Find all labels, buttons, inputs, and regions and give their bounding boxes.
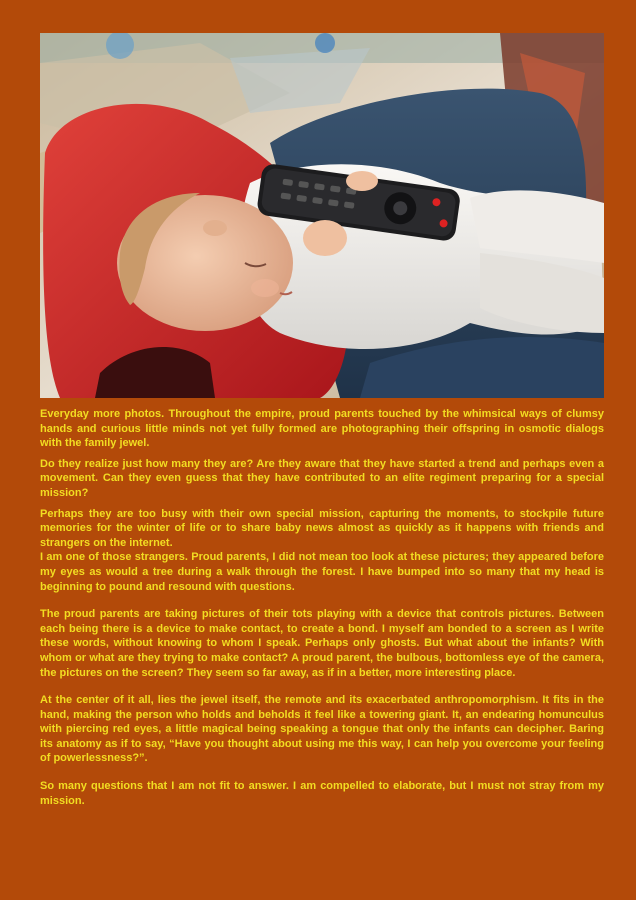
article-paragraph: Do they realize just how many they are? Are they aware that they have started a trend and perhaps even a movement. Can they even guess that they have contributed to an elite regiment preparing for a special mission? — [40, 457, 604, 499]
baby-with-remote-photo — [40, 33, 604, 398]
article-text — [40, 407, 604, 808]
article-paragraph: The proud parents are taking pictures of their tots playing with a device that controls pictures. Between each being there is a device to make contact, to create a bond. I myself am bonded to a screen as I write these words, without knowing to whom I speak. Perhaps only ghosts. But what about the infants? With whom or what are they trying to make contact? A proud parent, the bulbous, bottomless eye of the camera, the pictures on the screen? They seem so far away, as if in a better, more interesting place. — [40, 608, 604, 679]
article-paragraph: Perhaps they are too busy with their own special mission, capturing the moments, to stockpile future memories for the winter of life or to share baby news almost as quickly as it happens with friends and strangers on the internet. — [40, 507, 604, 549]
article-paragraph: I am one of those strangers. Proud parents, I did not mean too look at these pictures; they appeared before my eyes as would a tree during a walk through the forest. I have bumped into so many that my head is beginning to pound and resound with questions. — [40, 551, 604, 593]
article-paragraph: At the center of it all, lies the jewel itself, the remote and its exacerbated anthropomorphism. It fits in the hand, making the person who holds and beholds it feel like a towering giant. It, an endearing homunculus with piercing red eyes, a little magical being speaking a tongue that only the infants can decipher. Baring its anatomy as if to say, “Have you thought about using me this way, I can help you overcome your feeling of powerlessness?”. — [40, 694, 604, 765]
article-paragraph: Everyday more photos. Throughout the empire, proud parents touched by the whimsical ways of clumsy hands and curious little minds not yet fully formed are photographing their offspring in osmotic dialogs with the family jewel. — [40, 408, 604, 450]
article-paragraph: So many questions that I am not fit to answer. I am compelled to elaborate, but I must not stray from my mission. — [40, 780, 604, 807]
